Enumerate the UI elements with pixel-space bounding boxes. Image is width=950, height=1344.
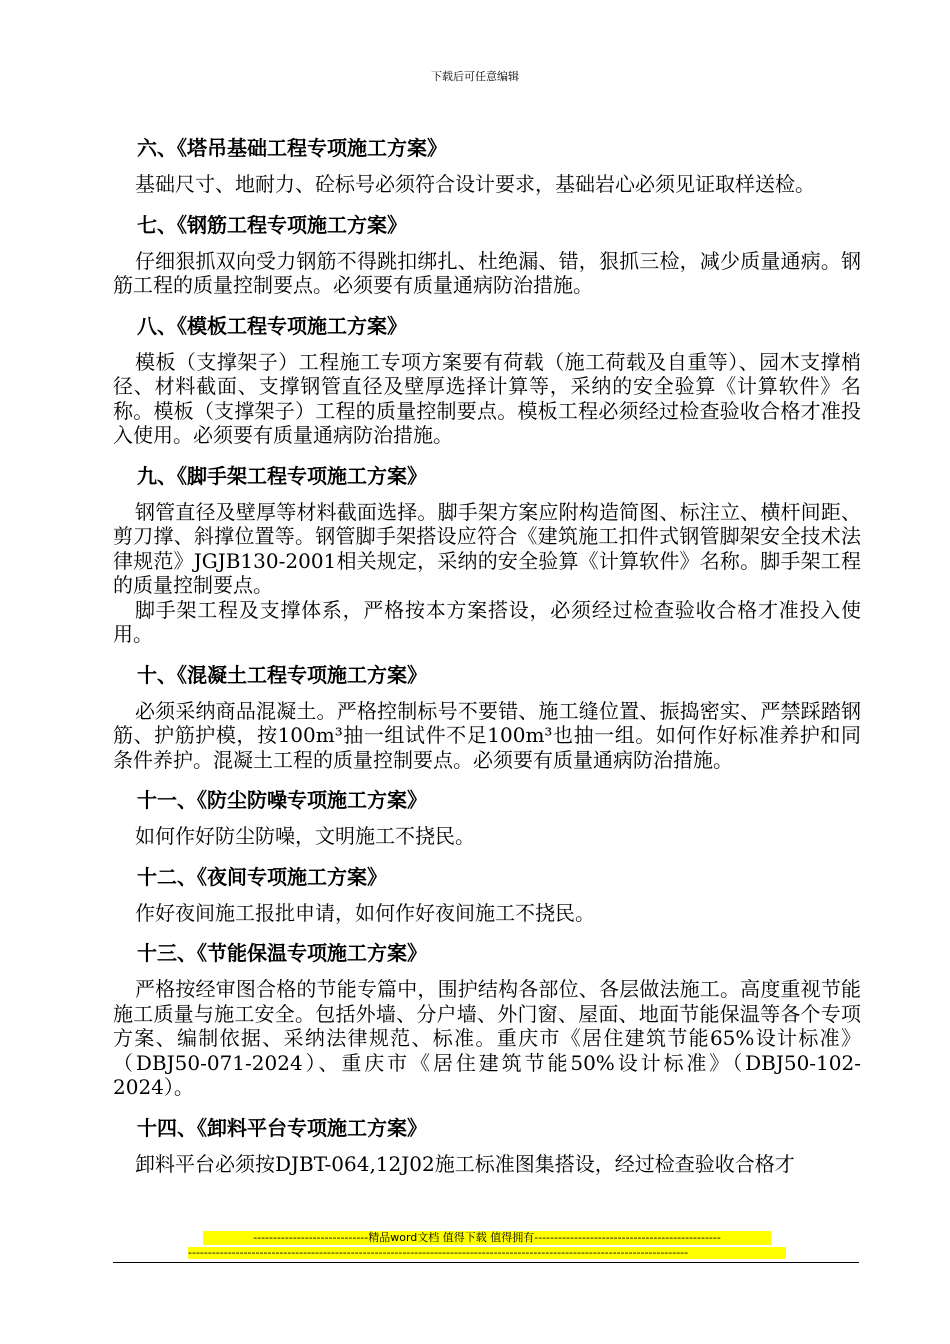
section-paragraph: 钢管直径及壁厚等材料截面选择。脚手架方案应附构造简图、标注立、横杆间距、剪刀撑、斜撑位置等。钢管脚手架搭设应符合《建筑施工扣件式钢管脚架安全技术法律规范》JGJB130-2001相关规定，采纳的安全验算《计算软件》名称。脚手架工程的质量控制要点。 bbox=[113, 499, 861, 597]
section-night-work bbox=[113, 863, 861, 926]
section-paragraph: 模板（支撑架子）工程施工专项方案要有荷载（施工荷载及自重等）、园木支撑梢径、材料截面、支撑钢管直径及壁厚选择计算等，采纳的安全验算《计算软件》名称。模板（支撑架子）工程的质量控制要点。模板工程必须经过检查验收合格才准投入使用。必须要有质量通病防治措施。 bbox=[113, 349, 861, 447]
footer-dashes: ------------------------------------------------------------------------------------------------------------------------------ bbox=[188, 1247, 786, 1259]
section-concrete bbox=[113, 661, 861, 773]
footer-rule bbox=[113, 1262, 859, 1263]
section-paragraph: 脚手架工程及支撑体系，严格按本方案搭设，必须经过检查验收合格才准投入使用。 bbox=[113, 597, 861, 646]
section-tower-crane bbox=[113, 134, 861, 197]
page-header: 下载后可任意编辑 bbox=[431, 70, 519, 83]
document-body bbox=[113, 134, 861, 1176]
section-title: 十一、《防尘防噪专项施工方案》 bbox=[137, 788, 427, 812]
section-title: 七、《钢筋工程专项施工方案》 bbox=[137, 212, 407, 237]
section-rebar bbox=[113, 211, 861, 298]
section-dust-noise bbox=[113, 786, 861, 849]
section-title: 八、《模板工程专项施工方案》 bbox=[137, 313, 407, 338]
section-paragraph: 必须采纳商品混凝土。严格控制标号不要错、施工缝位置、振捣密实、严禁踩踏钢筋、护筋护模，按100m³抽一组试件不足100m³也抽一组。如何作好标准养护和同条件养护。混凝土工程的质量控制要点。必须要有质量通病防治措施。 bbox=[113, 698, 861, 772]
section-title: 十四、《卸料平台专项施工方案》 bbox=[137, 1115, 427, 1140]
section-title: 十、《混凝土工程专项施工方案》 bbox=[137, 662, 427, 687]
section-paragraph: 严格按经审图合格的节能专篇中，围护结构各部位、各层做法施工。高度重视节能施工质量与施工安全。包括外墙、分户墙、外门窗、屋面、地面节能保温等各个专项方案、编制依据、采纳法律规范、标准。重庆市《居住建筑节能65%设计标准》（DBJ50-071-2024）、重庆市《居住建筑节能50%设计标准》（DBJ50-102-2024）。 bbox=[113, 977, 861, 1099]
footer-banner: -----------------------------精品word文档 值得下载 值得拥有----------------------------------------------- bbox=[203, 1231, 771, 1245]
section-formwork bbox=[113, 312, 861, 448]
section-unloading-platform bbox=[113, 1114, 861, 1177]
section-title: 十三、《节能保温专项施工方案》 bbox=[137, 941, 427, 965]
section-paragraph: 卸料平台必须按DJBT-064,12J02施工标准图集搭设，经过检查验收合格才 bbox=[135, 1151, 795, 1176]
section-title: 六、《塔吊基础工程专项施工方案》 bbox=[137, 136, 447, 160]
section-title: 九、《脚手架工程专项施工方案》 bbox=[137, 463, 427, 488]
section-scaffold bbox=[113, 462, 861, 647]
section-paragraph: 仔细狠抓双向受力钢筋不得跳扣绑扎、杜绝漏、错，狠抓三检，减少质量通病。钢筋工程的质量控制要点。必须要有质量通病防治措施。 bbox=[113, 248, 861, 297]
section-title: 十二、《夜间专项施工方案》 bbox=[137, 864, 387, 889]
section-paragraph: 如何作好防尘防噪，文明施工不挠民。 bbox=[135, 824, 475, 848]
section-paragraph: 作好夜间施工报批申请，如何作好夜间施工不挠民。 bbox=[135, 900, 595, 925]
section-paragraph: 基础尺寸、地耐力、砼标号必须符合设计要求，基础岩心必须见证取样送检。 bbox=[135, 172, 815, 196]
section-energy-insulation bbox=[113, 939, 861, 1100]
